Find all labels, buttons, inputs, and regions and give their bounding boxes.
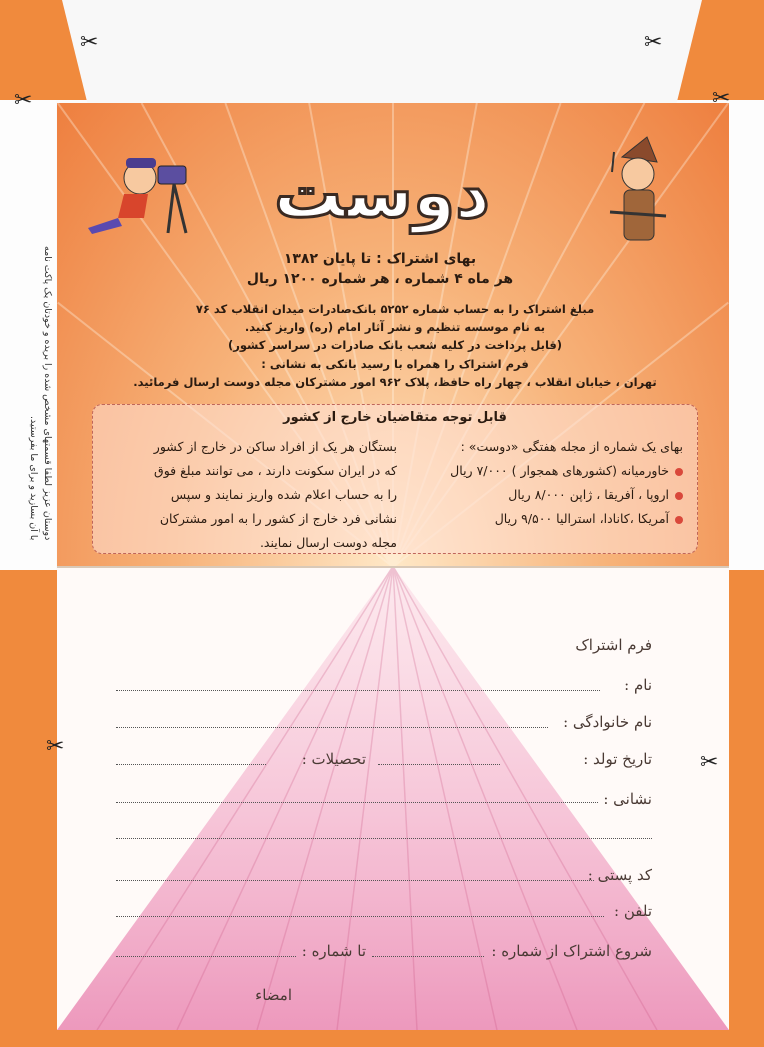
name-label: نام :	[624, 676, 652, 694]
scissors-icon: ✂	[80, 30, 99, 55]
form-title: فرم اشتراک	[575, 636, 652, 654]
instruction-line: به نام موسسه تنظیم و نشر آثار امام (ره) واریز کنید.	[244, 320, 546, 334]
education-label: تحصیلات :	[301, 750, 366, 768]
note-line: بستگان هر یک از افراد ساکن در خارج از کشور	[153, 439, 397, 454]
address-field-line-2[interactable]	[116, 838, 652, 839]
family-field[interactable]	[116, 727, 548, 728]
scissors-icon: ✂	[644, 30, 663, 55]
bottom-left-band	[0, 570, 58, 1047]
price-item	[393, 459, 683, 483]
birth-label: تاریخ تولد :	[583, 750, 652, 768]
note-line: را به حساب اعلام شده واریز نمایند و سپس	[170, 487, 397, 502]
birth-field[interactable]	[378, 764, 500, 765]
bullet-icon	[675, 492, 683, 500]
bottom-right-band	[728, 570, 764, 1047]
instruction-line: تهران ، خیابان انقلاب ، چهار راه حافظ، پلاک ۹۶۲ امور مشترکان مجله دوست ارسال فرمائید.	[133, 375, 657, 389]
note-line: مجله دوست ارسال نمایند.	[259, 535, 397, 550]
price-item	[393, 483, 683, 507]
bottom-band	[0, 1030, 764, 1047]
scissors-icon: ✂	[712, 86, 731, 111]
note-line: نشانی فرد خارج از کشور را به امور مشترکان	[159, 511, 397, 526]
education-field[interactable]	[116, 764, 266, 765]
bullet-icon	[675, 516, 683, 524]
price-item	[393, 507, 683, 531]
price-item-text: خاورمیانه (کشورهای همجوار ) ۷/۰۰۰ ریال	[450, 463, 669, 478]
postal-code-field[interactable]	[116, 880, 594, 881]
camera-boy-illustration	[78, 148, 198, 238]
logo-text: دوست	[273, 155, 491, 234]
scissors-icon: ✂	[700, 750, 719, 775]
fold-line	[57, 566, 729, 568]
foreign-subscribers-box	[92, 404, 698, 554]
wizard-boy-illustration	[602, 132, 672, 252]
foreign-note	[107, 435, 397, 555]
signature-label: امضاء	[255, 986, 292, 1004]
foreign-price-list	[393, 435, 683, 531]
scissors-icon: ✂	[14, 88, 33, 113]
price-item-text: آمریکا ،کانادا، استرالیا ۹/۵۰۰ ریال	[494, 511, 669, 526]
phone-field[interactable]	[116, 916, 604, 917]
address-label: نشانی :	[603, 790, 652, 808]
instruction-line: (قابل پرداخت در کلیه شعب بانک صادرات در سراسر کشور)	[227, 338, 563, 352]
instruction-line: مبلغ اشتراک را به حساب شماره ۵۲۵۲ بانک‌صادرات میدان انقلاب کد ۷۶	[195, 302, 595, 316]
dust-logo	[232, 155, 532, 235]
price-title: بهای اشتراک : تا پایان ۱۳۸۲	[283, 251, 477, 267]
name-field[interactable]	[116, 690, 600, 691]
postal-label: کد پستی :	[587, 866, 652, 884]
right-flap	[728, 100, 764, 570]
bullet-icon	[675, 468, 683, 476]
price-subtitle: هر ماه ۴ شماره ، هر شماره ۱۲۰۰ ریال	[246, 271, 514, 287]
to-issue-field[interactable]	[116, 956, 296, 957]
envelope-top-flap	[62, 0, 702, 104]
price-item-text: اروپا ، آفریقا ، ژاپن ۸/۰۰۰ ریال	[508, 487, 669, 502]
phone-label: تلفن :	[614, 902, 652, 920]
instruction-line: فرم اشتراک را همراه با رسید بانکی به نشانی :	[261, 357, 529, 371]
price-intro: بهای یک شماره از مجله هفتگی «دوست» :	[460, 439, 683, 454]
address-field[interactable]	[116, 802, 598, 803]
foreign-box-title: قابل توجه متقاضیان خارج از کشور	[283, 410, 507, 425]
to-issue-label: تا شماره :	[301, 942, 366, 960]
scissors-icon: ✂	[46, 734, 65, 759]
side-cut-instruction: دوستان عزیز لطفا قسمتهای مشخص شده را بریده و خودتان یک پاکت نامه با آن بسازید و برای ما بفرستید.	[28, 245, 53, 540]
start-issue-label: شروع اشتراک از شماره :	[491, 942, 652, 960]
family-label: نام خانوادگی :	[563, 713, 652, 731]
note-line: که در ایران سکونت دارند ، می توانند مبلغ فوق	[154, 463, 397, 478]
start-issue-field[interactable]	[372, 956, 484, 957]
